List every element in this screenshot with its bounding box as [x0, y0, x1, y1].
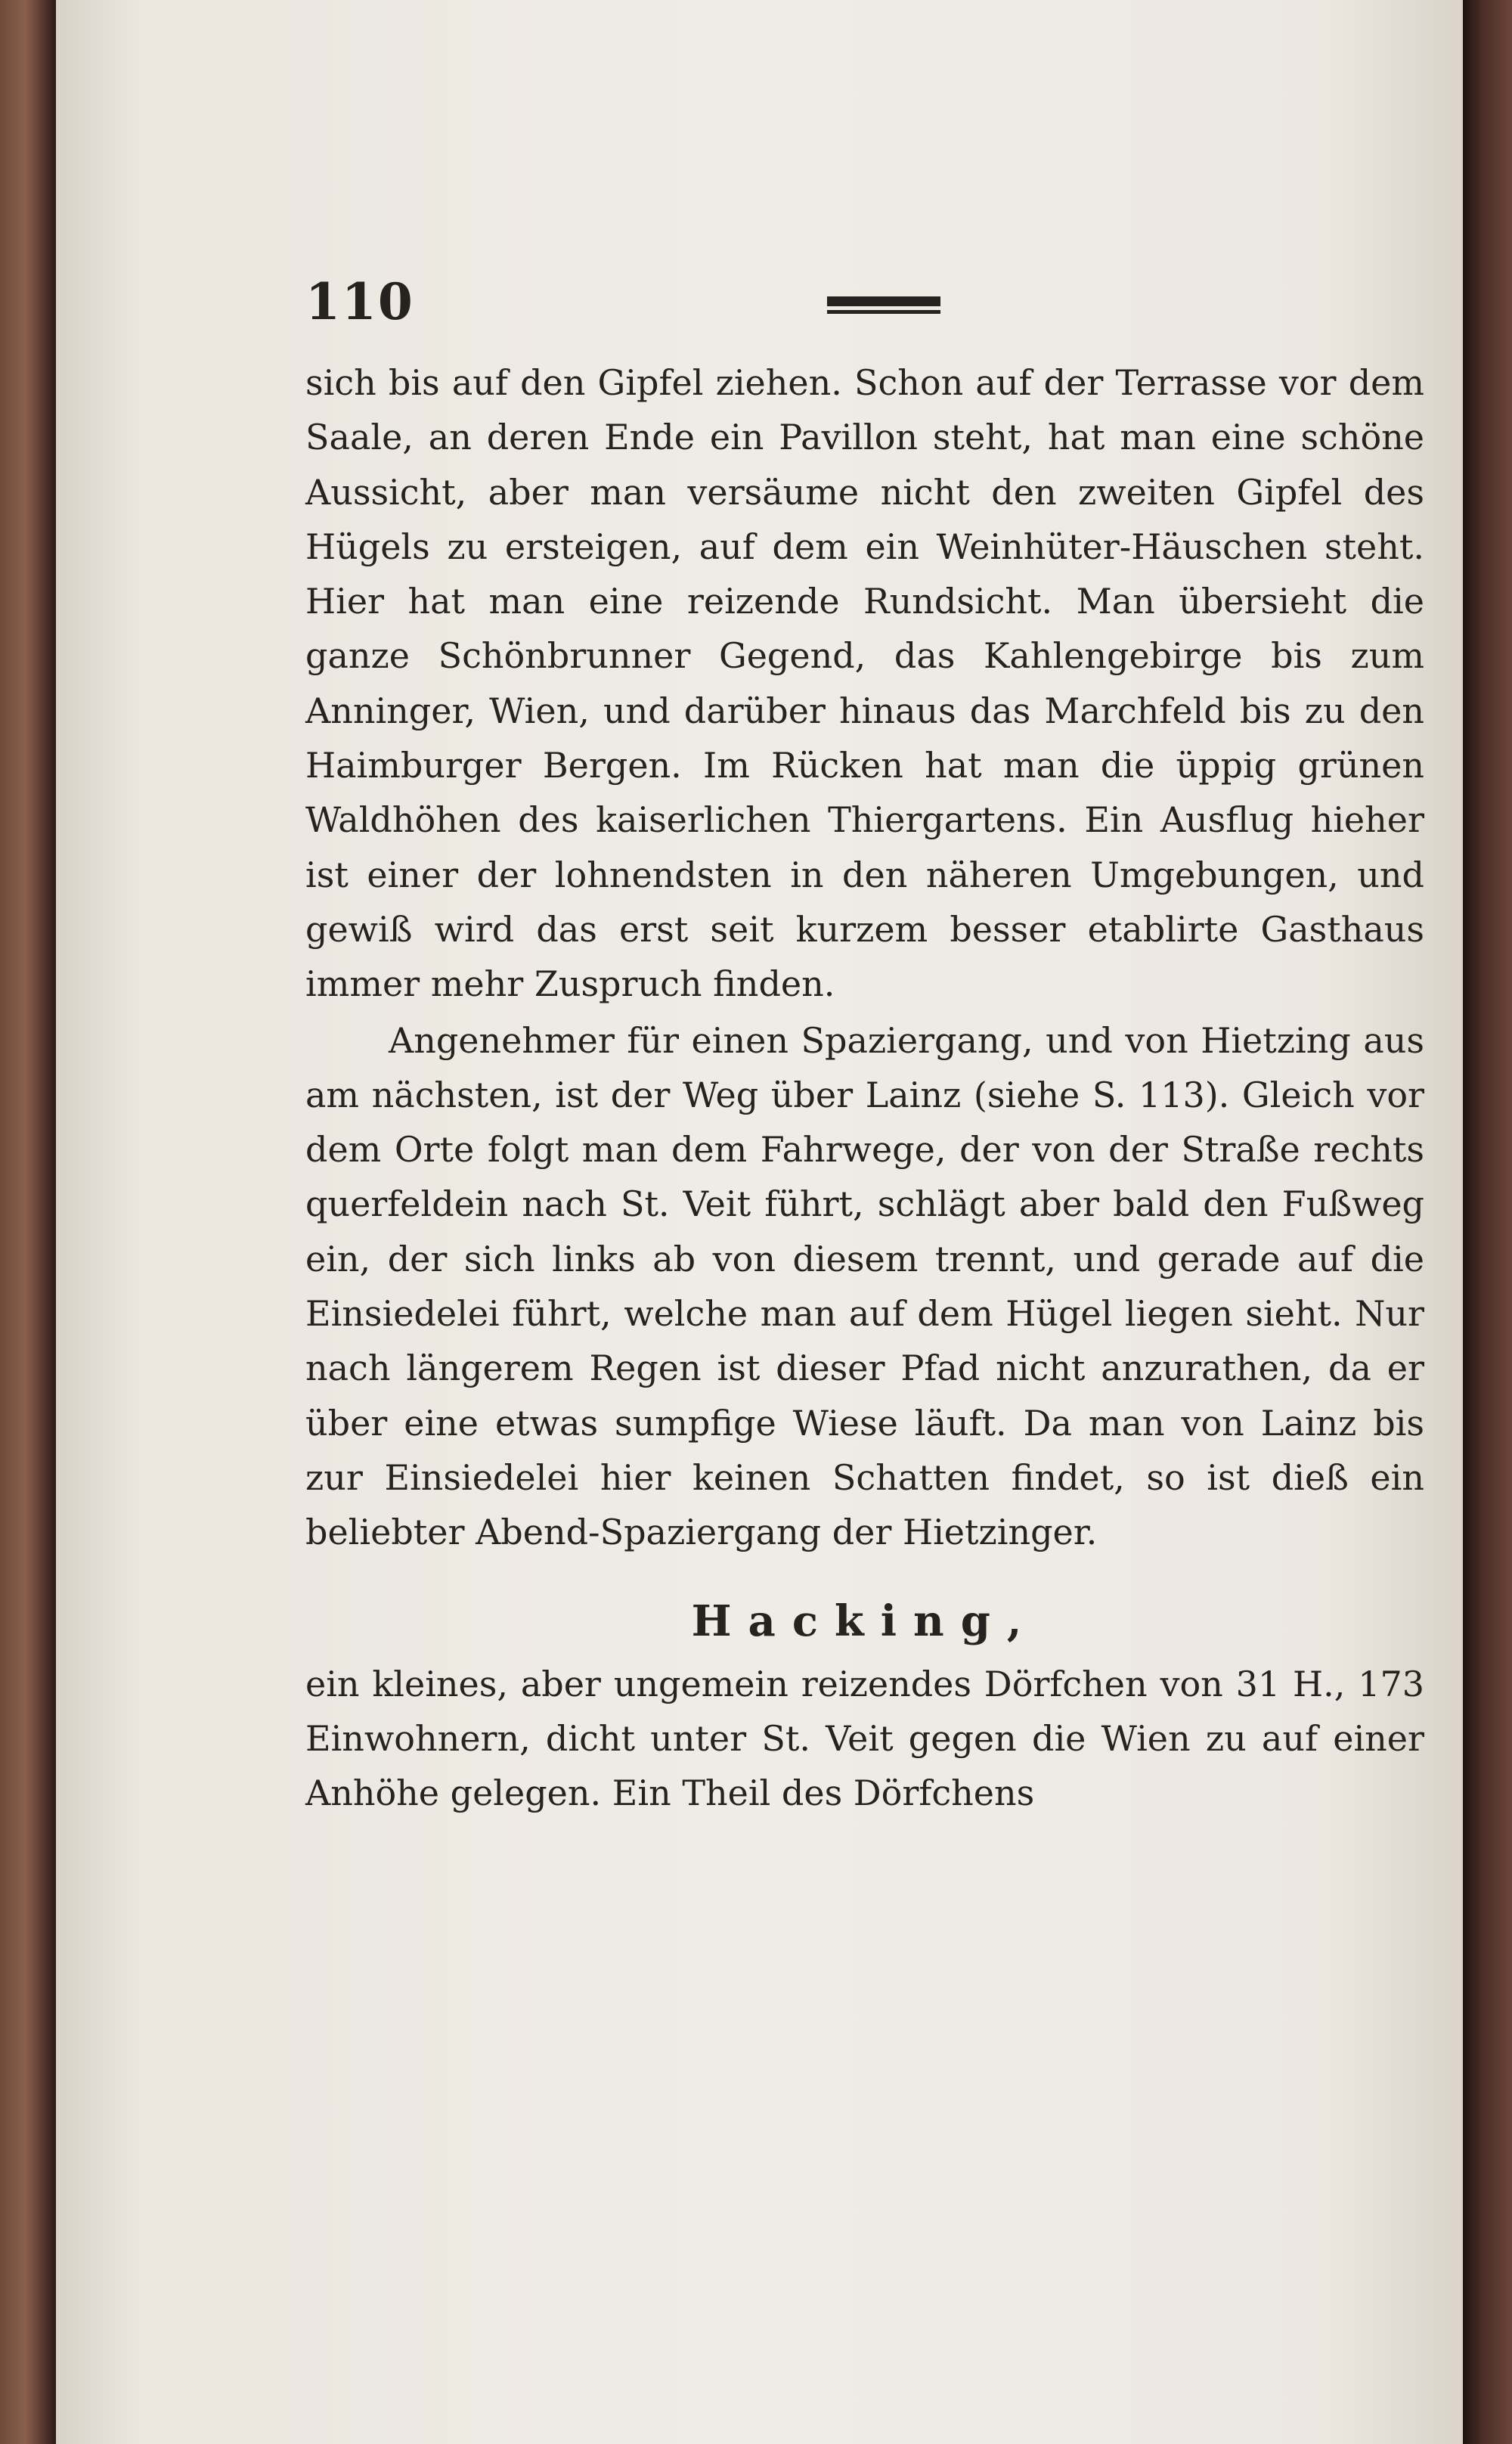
- paragraph-lainz-route: Angenehmer für einen Spaziergang, und von Hietzing aus am nächsten, ist der Weg über Lainz (siehe S. 113). Gleich vor dem Orte folgt man dem Fahrwege, der von der Straße rechts querfeldein nach St. Veit führt, schlägt aber bald den Fußweg ein, der sich links ab von diesem trennt, und gerade auf die Einsiedelei führt, welche man auf dem Hügel liegen sieht. Nur nach längerem Regen ist dieser Pfad nicht anzurathen, da er über eine etwas sumpfige Wiese läuft. Da man von Lainz bis zur Einsiedelei hier keinen Schatten findet, so ist dieß ein beliebter Abend-Spaziergang der Hietzinger.: [305, 1019, 1424, 1553]
- book-page: [56, 0, 1463, 2444]
- page-text-block: [305, 265, 1424, 1820]
- paragraph-hacking: ein kleines, aber ungemein reizendes Dörfchen von 31 H., 173 Einwohnern, dicht unter St. Veit gegen die Wien zu auf einer Anhöhe gelegen. Ein Theil des Dörfchens: [305, 1663, 1424, 1814]
- page-header: [305, 265, 1424, 355]
- paragraph-continuation: sich bis auf den Gipfel ziehen. Schon auf der Terrasse vor dem Saale, an deren Ende ein Pavillon steht, hat man eine schöne Aussicht, aber man versäume nicht den zweiten Gipfel des Hügels zu ersteigen, auf dem ein Weinhüter-Häuschen steht. Hier hat man eine reizende Rundsicht. Man übersieht die ganze Schönbrunner Gegend, das Kahlengebirge bis zum Anninger, Wien, und darüber hinaus das Marchfeld bis zu den Haimburger Bergen. Im Rücken hat man die üppig grünen Waldhöhen des kaiserlichen Thiergartens. Ein Ausflug hieher ist einer der lohnendsten in den näheren Umgebungen, und gewiß wird das erst seit kurzem besser etablirte Gasthaus immer mehr Zuspruch finden.: [305, 362, 1424, 1005]
- place-heading-hacking: Hacking,: [691, 1596, 1039, 1646]
- header-rule-ornament: [827, 296, 940, 318]
- page-number: 110: [305, 272, 414, 331]
- book-binding-left: [0, 0, 56, 2444]
- book-binding-right: [1463, 0, 1512, 2444]
